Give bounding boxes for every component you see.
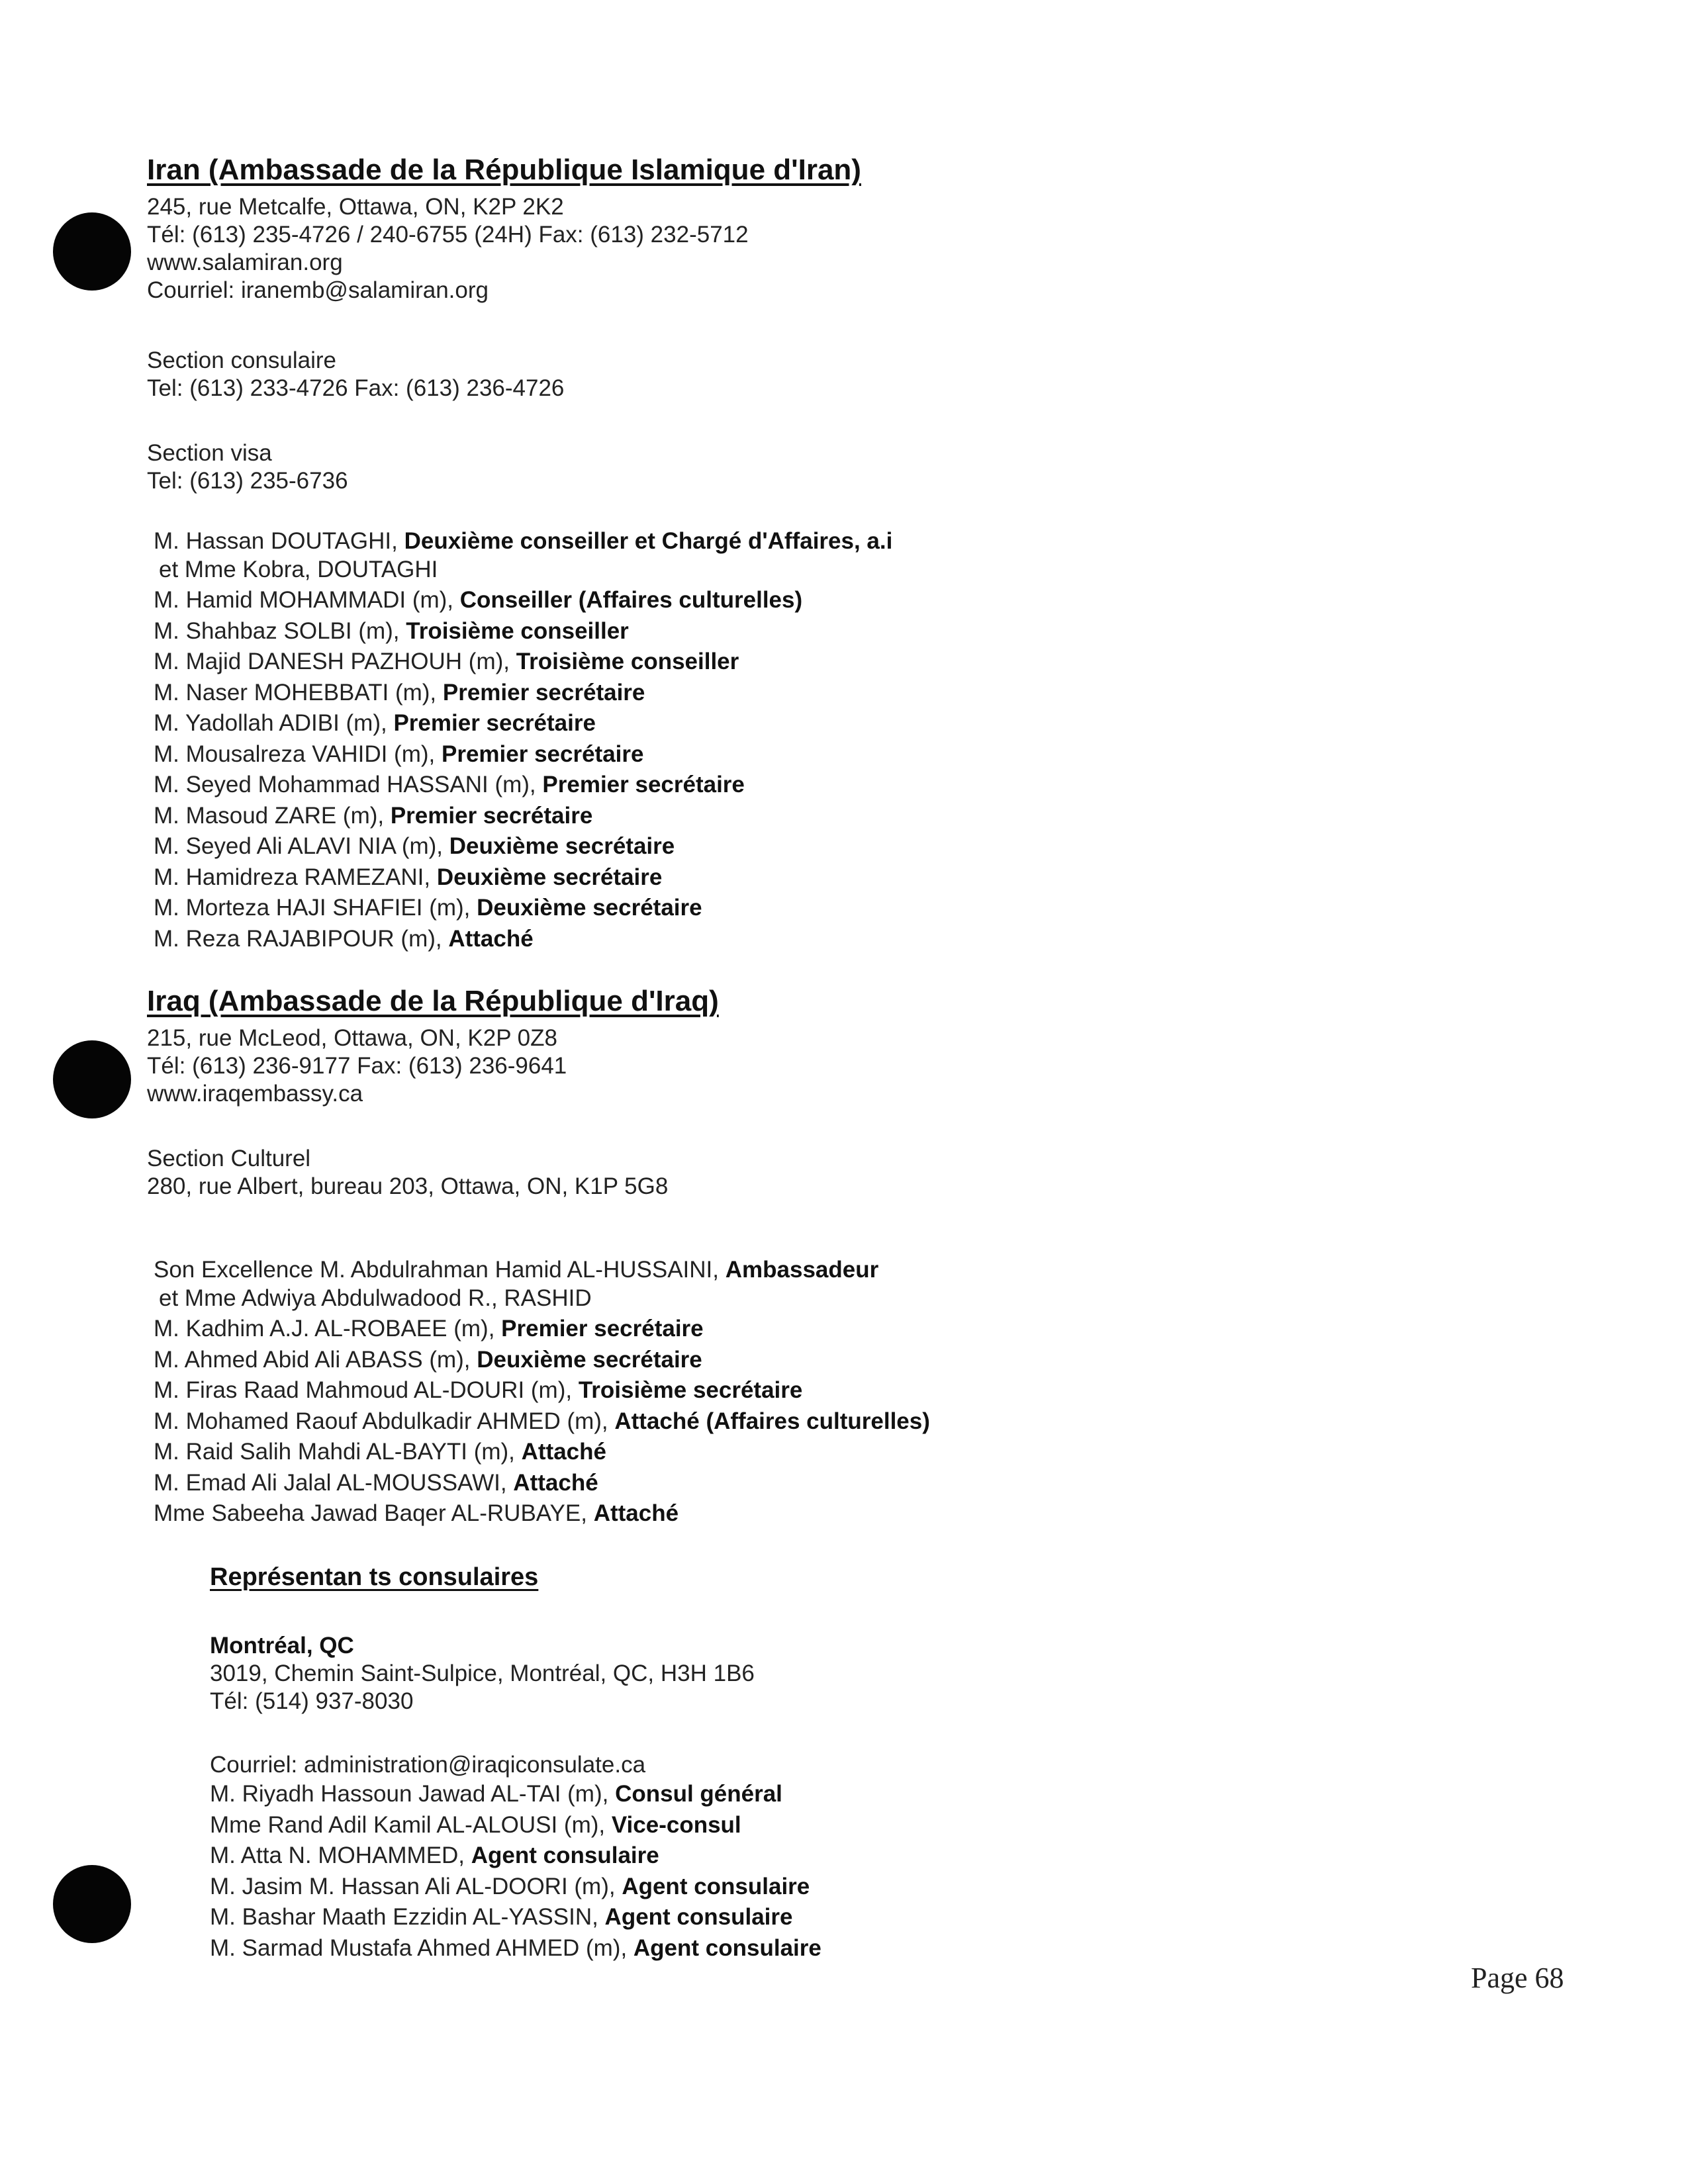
staff-title: Ambassadeur xyxy=(725,1257,879,1283)
staff-name: et Mme Kobra, DOUTAGHI xyxy=(159,556,438,582)
staff-title: Attaché xyxy=(521,1439,606,1465)
staff-title: Premier secrétaire xyxy=(441,741,644,767)
staff-name: M. Majid DANESH PAZHOUH (m), xyxy=(154,649,516,674)
staff-title: Attaché xyxy=(513,1469,598,1496)
staff-title: Agent consulaire xyxy=(604,1904,793,1930)
staff-title: Deuxième secrétaire xyxy=(477,1346,702,1373)
staff-entry xyxy=(154,678,892,709)
consulate-address: 3019, Chemin Saint-Sulpice, Montréal, QC, H3H 1B6 xyxy=(210,1661,755,1686)
consular-staff-list xyxy=(210,1779,821,1964)
iran-consular-label: Section consulaire xyxy=(147,347,336,373)
page-number: Page 68 xyxy=(1471,1962,1564,1994)
staff-title: Troisième conseiller xyxy=(406,617,629,644)
staff-entry xyxy=(210,1902,821,1933)
staff-title: Premier secrétaire xyxy=(393,710,596,736)
staff-entry xyxy=(154,1255,930,1286)
staff-name: M. Kadhim A.J. AL-ROBAEE (m), xyxy=(154,1316,502,1342)
staff-entry xyxy=(210,1779,821,1810)
staff-entry xyxy=(154,1406,930,1437)
staff-name: M. Hassan DOUTAGHI, xyxy=(154,528,404,554)
iraq-section-title: Iraq (Ambassade de la République d'Iraq) xyxy=(147,985,719,1017)
iran-visa-label: Section visa xyxy=(147,440,272,466)
iran-staff-list xyxy=(154,526,892,954)
staff-name: M. Seyed Mohammad HASSANI (m), xyxy=(154,772,543,797)
staff-title: Troisième conseiller xyxy=(516,649,739,674)
staff-name: Mme Rand Adil Kamil AL-ALOUSI (m), xyxy=(210,1811,612,1838)
staff-name: M. Reza RAJABIPOUR (m), xyxy=(154,925,449,952)
staff-name: et Mme Adwiya Abdulwadood R., RASHID xyxy=(159,1285,592,1311)
staff-name: M. Riyadh Hassoun Jawad AL-TAI (m), xyxy=(210,1781,616,1807)
staff-name: Son Excellence M. Abdulrahman Hamid AL-HUSSAINI, xyxy=(154,1257,726,1283)
staff-entry xyxy=(154,831,892,862)
iran-section-title: Iran (Ambassade de la République Islamique d'Iran) xyxy=(147,154,861,186)
staff-name: M. Atta N. MOHAMMED, xyxy=(210,1843,471,1868)
staff-title: Attaché (Affaires culturelles) xyxy=(614,1408,930,1434)
staff-name: M. Naser MOHEBBATI (m), xyxy=(154,679,443,705)
staff-name: M. Jasim M. Hassan Ali AL-DOORI (m), xyxy=(210,1873,622,1899)
staff-name: M. Seyed Ali ALAVI NIA (m), xyxy=(154,833,449,859)
staff-entry xyxy=(154,801,892,832)
staff-title: Agent consulaire xyxy=(471,1843,659,1868)
staff-entry xyxy=(154,924,892,955)
consulate-email[interactable]: Courriel: administration@iraqiconsulate.ca xyxy=(210,1752,646,1778)
staff-title: Deuxième secrétaire xyxy=(449,833,675,859)
iran-email[interactable]: Courriel: iranemb@salamiran.org xyxy=(147,277,489,303)
staff-entry xyxy=(154,1283,930,1314)
staff-entry xyxy=(154,1375,930,1406)
staff-entry xyxy=(154,893,892,924)
iran-contact-block xyxy=(147,193,749,304)
staff-entry xyxy=(154,1314,930,1345)
staff-entry xyxy=(154,1437,930,1468)
staff-entry xyxy=(154,526,892,557)
iran-consular-block xyxy=(147,347,564,402)
punch-hole-bottom xyxy=(53,1865,131,1943)
iran-visa-phone: Tel: (613) 235-6736 xyxy=(147,468,348,494)
iran-phone: Tél: (613) 235-4726 / 240-6755 (24H) Fax: (613) 232-5712 xyxy=(147,222,749,248)
staff-title: Premier secrétaire xyxy=(542,772,745,797)
staff-entry xyxy=(154,1468,930,1499)
staff-title: Consul général xyxy=(615,1781,782,1807)
staff-title: Attaché xyxy=(448,925,534,952)
staff-title: Premier secrétaire xyxy=(501,1316,704,1342)
staff-entry xyxy=(210,1872,821,1903)
staff-entry xyxy=(154,555,892,586)
staff-name: M. Bashar Maath Ezzidin AL-YASSIN, xyxy=(210,1904,605,1930)
iran-website[interactable]: www.salamiran.org xyxy=(147,250,343,275)
staff-title: Premier secrétaire xyxy=(390,802,593,829)
staff-title: Attaché xyxy=(593,1500,679,1526)
staff-name: M. Yadollah ADIBI (m), xyxy=(154,710,394,736)
iraq-contact-block xyxy=(147,1024,567,1108)
iraq-cultural-label: Section Culturel xyxy=(147,1146,311,1171)
staff-name: Mme Sabeeha Jawad Baqer AL-RUBAYE, xyxy=(154,1500,594,1526)
staff-name: M. Hamidreza RAMEZANI, xyxy=(154,864,437,890)
staff-entry xyxy=(154,647,892,678)
staff-entry xyxy=(154,1345,930,1376)
punch-hole-middle xyxy=(53,1040,131,1118)
staff-name: M. Firas Raad Mahmoud AL-DOURI (m), xyxy=(154,1377,579,1403)
staff-entry xyxy=(154,770,892,801)
consulate-phone: Tél: (514) 937-8030 xyxy=(210,1688,414,1714)
staff-name: M. Shahbaz SOLBI (m), xyxy=(154,617,406,644)
staff-title: Troisième secrétaire xyxy=(578,1377,803,1403)
staff-name: M. Hamid MOHAMMADI (m), xyxy=(154,587,460,613)
staff-entry xyxy=(154,708,892,739)
iraq-cultural-block xyxy=(147,1145,668,1201)
staff-name: M. Emad Ali Jalal AL-MOUSSAWI, xyxy=(154,1469,514,1496)
staff-title: Deuxième conseiller et Chargé d'Affaires, a.i xyxy=(404,528,893,554)
staff-name: M. Morteza HAJI SHAFIEI (m), xyxy=(154,895,477,921)
punch-hole-top xyxy=(53,212,131,291)
staff-entry xyxy=(154,862,892,893)
staff-title: Agent consulaire xyxy=(622,1873,810,1899)
consulate-city: Montréal, QC xyxy=(210,1633,354,1659)
iraq-website[interactable]: www.iraqembassy.ca xyxy=(147,1081,363,1107)
iraq-staff-list xyxy=(154,1255,930,1529)
iran-consular-phone: Tel: (613) 233-4726 Fax: (613) 236-4726 xyxy=(147,375,565,401)
iraq-cultural-address: 280, rue Albert, bureau 203, Ottawa, ON, K1P 5G8 xyxy=(147,1173,669,1199)
staff-title: Conseiller (Affaires culturelles) xyxy=(459,587,803,613)
staff-entry xyxy=(154,616,892,647)
iran-visa-block xyxy=(147,439,348,495)
staff-entry xyxy=(210,1841,821,1872)
iraq-address: 215, rue McLeod, Ottawa, ON, K2P 0Z8 xyxy=(147,1025,557,1051)
iran-address: 245, rue Metcalfe, Ottawa, ON, K2P 2K2 xyxy=(147,194,564,220)
staff-title: Agent consulaire xyxy=(633,1934,821,1961)
staff-entry xyxy=(154,739,892,770)
staff-name: M. Mohamed Raouf Abdulkadir AHMED (m), xyxy=(154,1408,615,1434)
staff-entry xyxy=(154,1498,930,1529)
staff-entry xyxy=(210,1933,821,1964)
staff-title: Vice-consul xyxy=(611,1811,741,1838)
iraq-phone: Tél: (613) 236-9177 Fax: (613) 236-9641 xyxy=(147,1053,567,1079)
staff-name: M. Masoud ZARE (m), xyxy=(154,802,391,829)
iraq-consular-heading: Représentan ts consulaires xyxy=(210,1563,539,1591)
staff-title: Deuxième secrétaire xyxy=(477,895,702,921)
staff-title: Deuxième secrétaire xyxy=(436,864,663,890)
staff-name: M. Ahmed Abid Ali ABASS (m), xyxy=(154,1346,477,1373)
staff-name: M. Raid Salih Mahdi AL-BAYTI (m), xyxy=(154,1439,522,1465)
montreal-consulate-block xyxy=(210,1632,755,1715)
staff-name: M. Mousalreza VAHIDI (m), xyxy=(154,741,442,767)
staff-title: Premier secrétaire xyxy=(442,679,645,705)
consulate-email-block xyxy=(210,1751,645,1779)
staff-name: M. Sarmad Mustafa Ahmed AHMED (m), xyxy=(210,1934,633,1961)
staff-entry xyxy=(210,1810,821,1841)
staff-entry xyxy=(154,585,892,616)
